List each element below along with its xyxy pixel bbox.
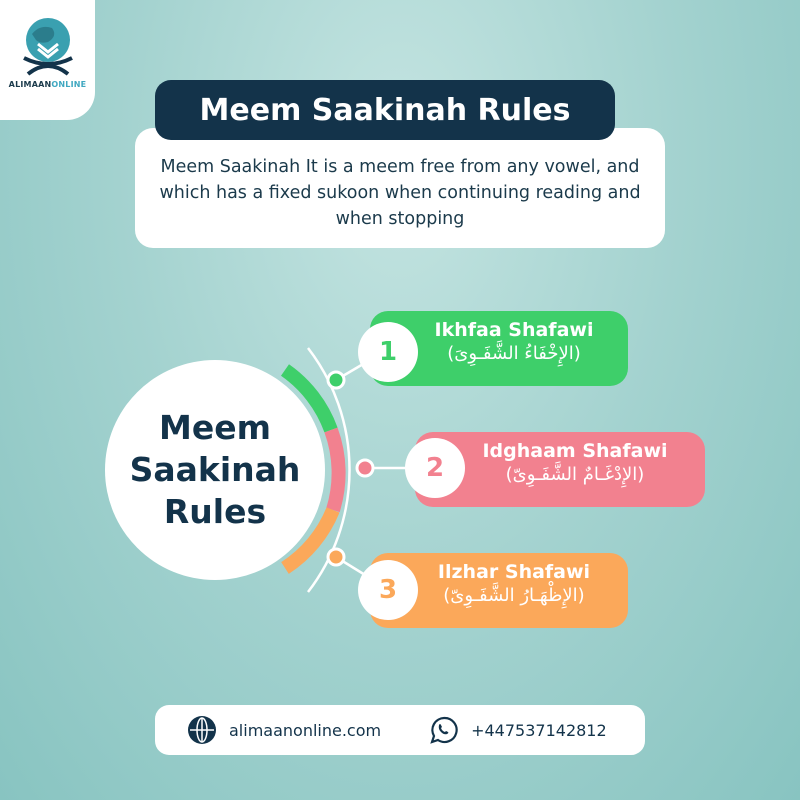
website-link[interactable]: [187, 715, 381, 745]
dot-orange: [328, 549, 344, 565]
rule-card-1: Ikhfaa Shafawi (الإِخْفَاءُ الشَّفَـوِىَ): [370, 311, 628, 386]
website-text: alimaanonline.com: [229, 720, 382, 740]
whatsapp-icon: [429, 715, 459, 745]
rule-card-2: Idghaam Shafawi (الإِدْغَـامٌ الشَّفَـوِىّ): [415, 432, 705, 507]
rule-number-3: 3: [358, 560, 418, 620]
footer-contact-bar: [155, 705, 645, 755]
logo-text: ALIMAANONLINE: [8, 80, 87, 89]
globe-icon: [187, 715, 217, 745]
ring-arc-pink: [331, 430, 339, 510]
rule-number-1: 1: [358, 322, 418, 382]
dot-green: [328, 372, 344, 388]
page-title: Meem Saakinah Rules: [155, 80, 615, 140]
rule-card-3: Ilzhar Shafawi (الإِظْهَـارُ الشَّفَـوِىّ): [370, 553, 628, 628]
phone-link[interactable]: [429, 715, 607, 745]
description-card: Meem Saakinah It is a meem free from any vowel, and which has a fixed sukoon when continuing reading and when stopping: [135, 128, 665, 248]
phone-text: +447537142812: [471, 720, 607, 740]
rule-number-2: 2: [405, 438, 465, 498]
dot-pink: [357, 460, 373, 476]
center-circle: Meem Saakinah Rules: [105, 360, 325, 580]
